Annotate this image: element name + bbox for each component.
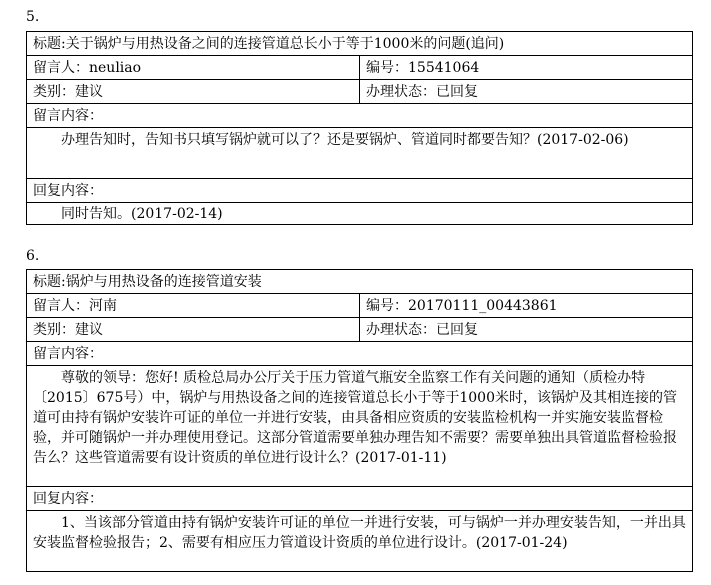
author-value: neuliao (89, 59, 142, 76)
category-label: 类别： (33, 321, 75, 338)
entry-number: 6. (26, 248, 40, 264)
id-value: 15541064 (408, 59, 480, 76)
author-cell (27, 294, 360, 318)
record-table (26, 269, 693, 572)
author-cell (27, 56, 360, 80)
status-label: 办理状态： (366, 83, 436, 100)
title-text: 关于锅炉与用热设备之间的连接管道总长小于等于1000米的问题(追问) (65, 35, 505, 52)
category-value: 建议 (75, 321, 103, 338)
category-value: 建议 (75, 83, 103, 100)
reply-text: 1、当该部分管道由持有锅炉安装许可证的单位一并进行安装，可与锅炉一并办理安装告知，一并出具安装监督检验报告；2、需要有相应压力管道设计资质的单位进行设计。(2017-01-24) (27, 511, 693, 572)
id-label: 编号： (366, 297, 408, 314)
id-cell (360, 294, 693, 318)
record-table (26, 31, 693, 225)
author-value: 河南 (89, 297, 117, 314)
category-cell (27, 80, 360, 104)
author-label: 留言人： (33, 297, 89, 314)
title-label: 标题: (33, 273, 66, 290)
status-cell (360, 318, 693, 342)
message-label-cell: 留言内容： (27, 104, 693, 128)
author-label: 留言人： (33, 59, 89, 76)
status-value: 已回复 (436, 321, 478, 338)
message-text: 办理告知时，告知书只填写锅炉就可以了？还是要锅炉、管道同时都要告知？(2017-02-06) (27, 128, 693, 179)
reply-label-cell: 回复内容： (27, 179, 693, 203)
status-value: 已回复 (436, 83, 478, 100)
message-text: 尊敬的领导：您好! 质检总局办公厅关于压力管道气瓶安全监察工作有关问题的通知（质检办特〔2015〕675号）中，锅炉与用热设备之间的连接管道总长小于等于1000米时，该锅炉及其相连接的管道可由持有锅炉安装许可证的单位一并进行安装，由具备相应资质的安装监检机构一并实施安装监督检验，并可随锅炉一并办理使用登记。这部分管道需要单独办理告知不需要？需要单独出具管道监督检验报告么？这些管道需要有设计资质的单位进行设计么？(2017-01-11) (27, 366, 693, 487)
id-label: 编号： (366, 59, 408, 76)
id-cell (360, 56, 693, 80)
message-label-cell: 留言内容： (27, 342, 693, 366)
title-text: 锅炉与用热设备的连接管道安装 (65, 273, 262, 290)
title-label: 标题: (33, 35, 66, 52)
id-value: 20170111_00443861 (408, 297, 558, 314)
title-cell (27, 32, 693, 56)
category-cell (27, 318, 360, 342)
category-label: 类别： (33, 83, 75, 100)
status-cell (360, 80, 693, 104)
entry-number: 5. (26, 9, 40, 25)
status-label: 办理状态： (366, 321, 436, 338)
reply-label-cell: 回复内容： (27, 487, 693, 511)
reply-text: 同时告知。(2017-02-14) (27, 203, 693, 225)
record-5 (26, 31, 693, 225)
record-6 (26, 269, 693, 572)
title-cell (27, 270, 693, 294)
